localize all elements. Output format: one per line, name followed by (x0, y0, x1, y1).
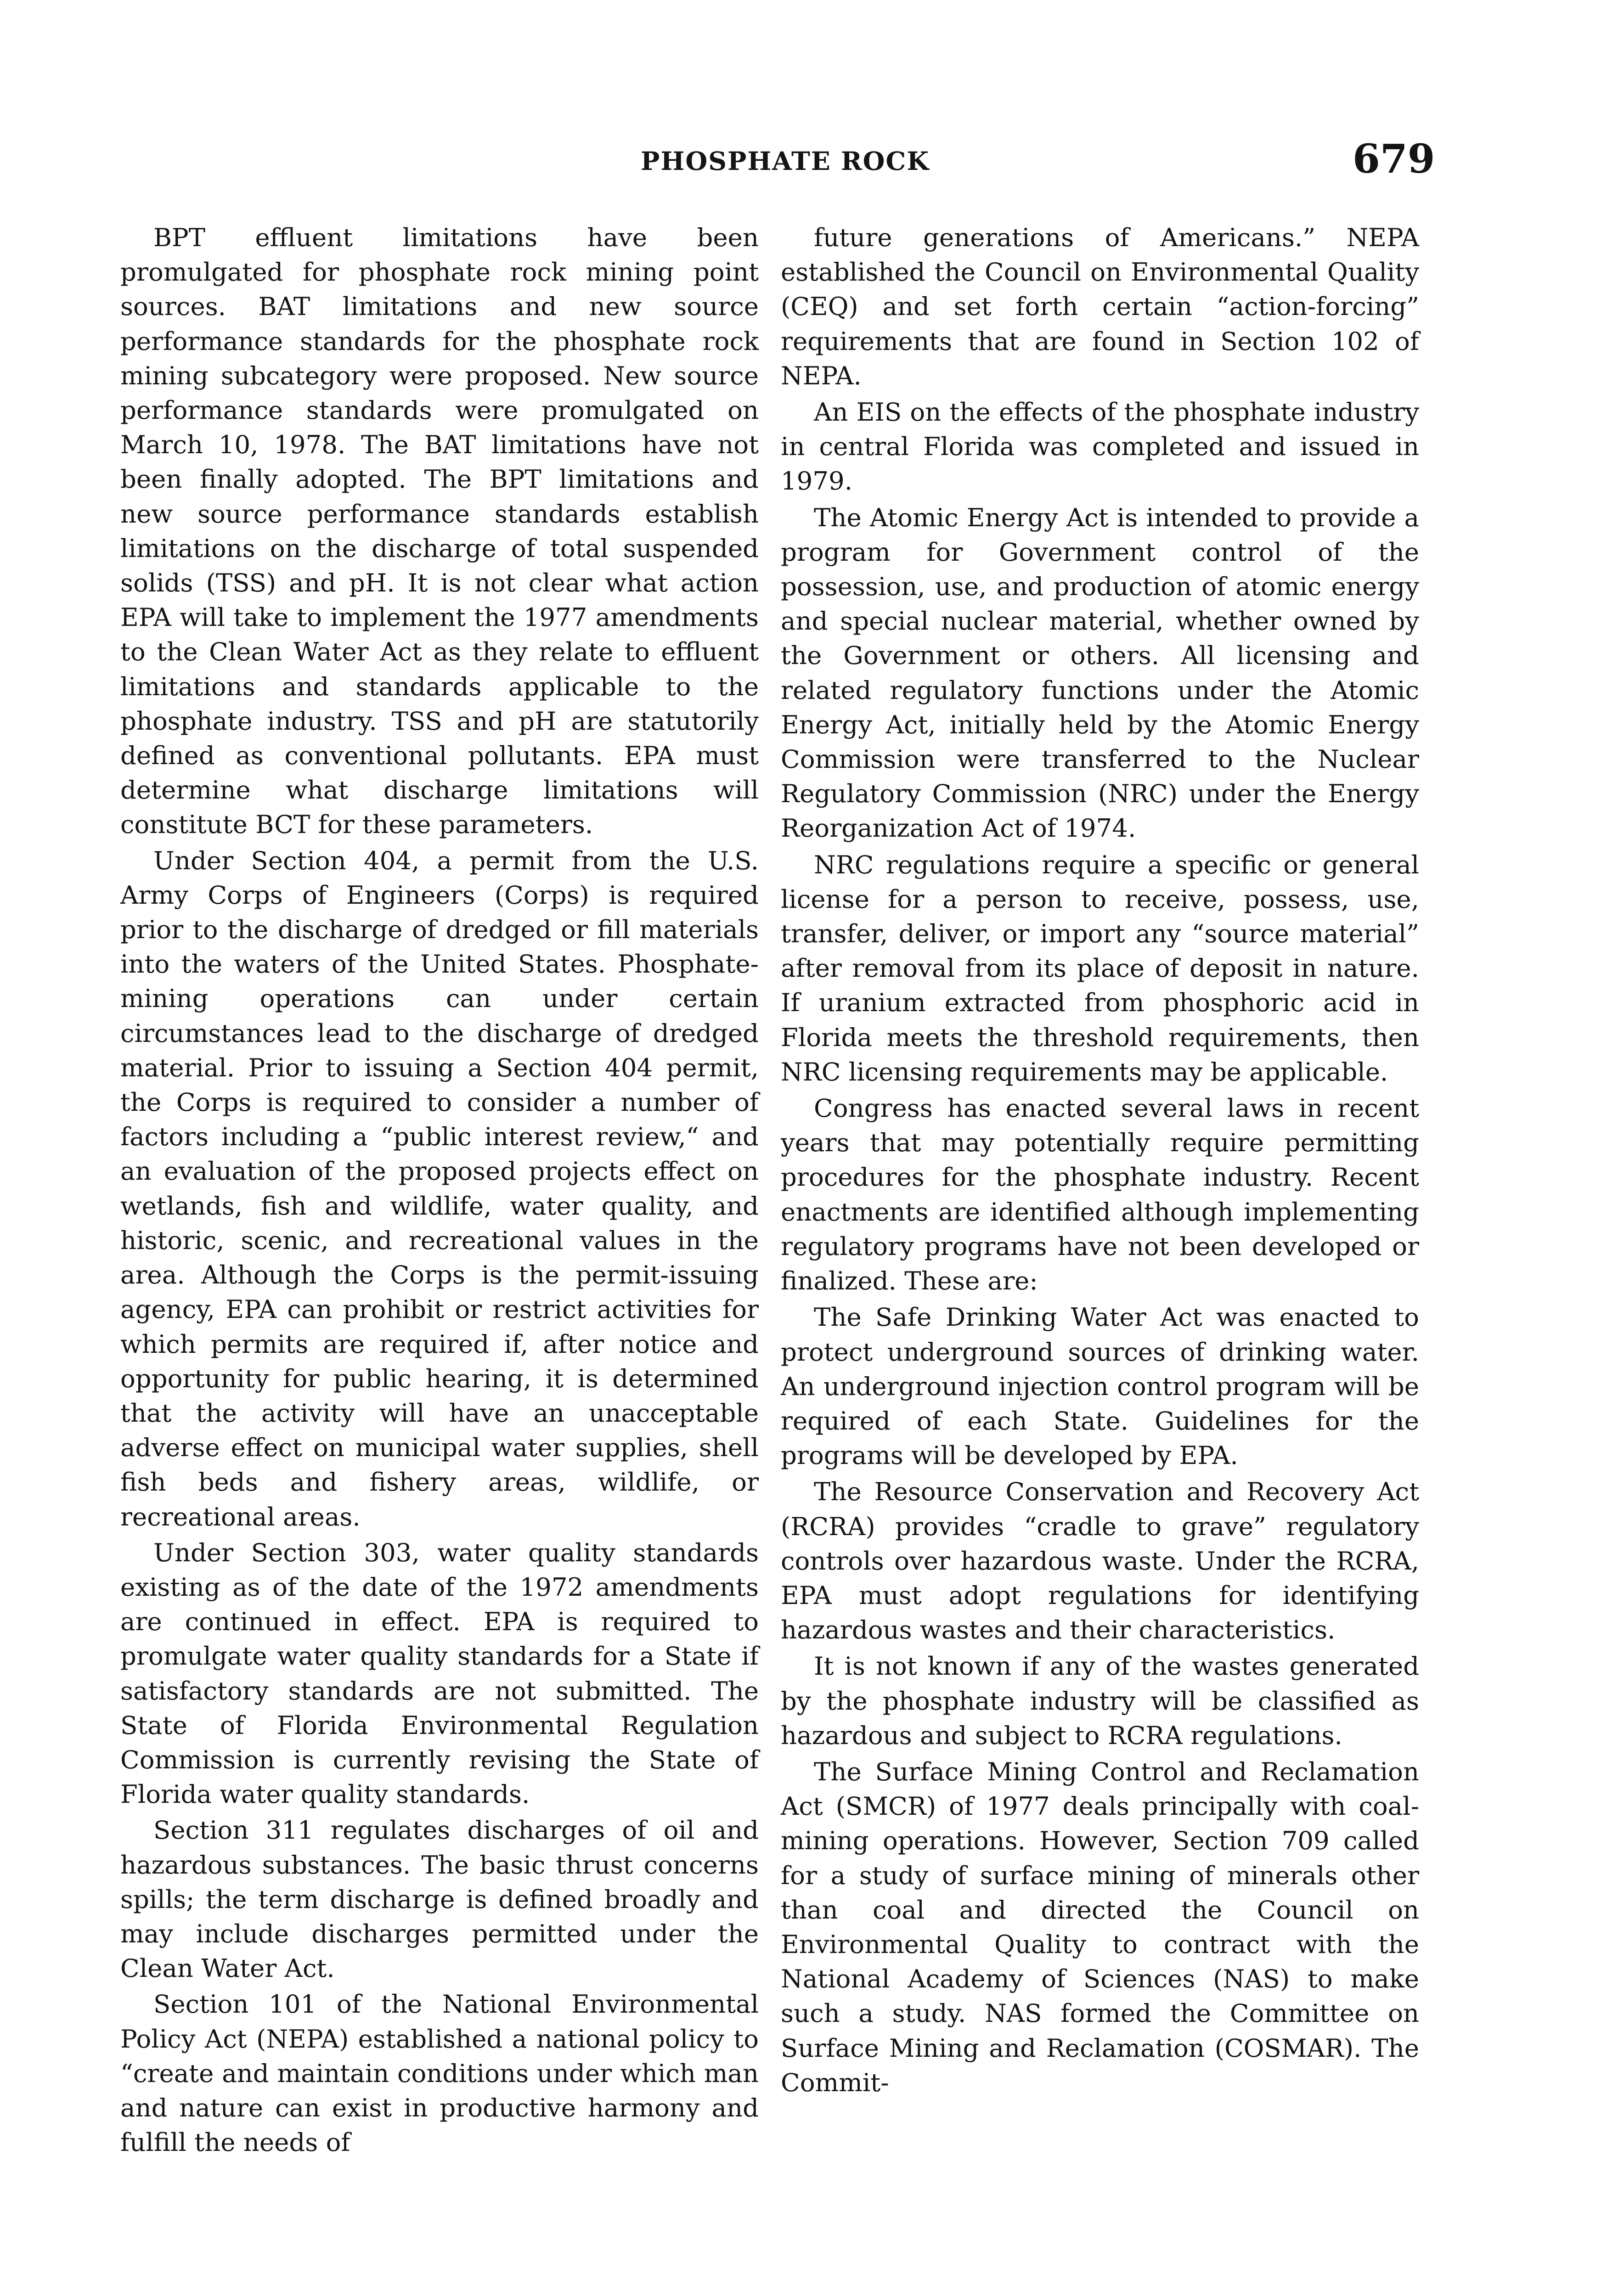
running-title: PHOSPHATE ROCK (641, 146, 930, 176)
paragraph-congress-laws: Congress has enacted several laws in recent years that may potentially require permitting procedures for the phosphate industry. Recent enactments are identified although implementing regulatory programs have not been developed or finalized. These are: (781, 1093, 1419, 1296)
paragraph-nrc-regulations: NRC regulations require a specific or general license for a person to receive, possess, use, transfer, deliver, or import any “source material” after removal from its place of deposit in nature. If uranium extracted from phosphoric acid in Florida meets the threshold requirements, then NRC licensing requirements may be applicable. (781, 850, 1419, 1086)
paragraph-rcra-wastes: It is not known if any of the wastes generated by the phosphate industry will be classified as hazardous and subject to RCRA regulations. (781, 1651, 1419, 1750)
paragraph-section-303: Under Section 303, water quality standards existing as of the date of the 1972 amendments are continued in effect. EPA is required to promulgate water quality standards for a State if satisfactory standards are not submitted. The State of Florida Environmental Regulation Commission is currently revising the State of Florida water quality standards. (120, 1537, 759, 1809)
paragraph-nepa-section-101: Section 101 of the National Environmental Policy Act (NEPA) established a national policy to “create and maintain conditions under which man and nature can exist in productive harmony and fulfill the needs of (120, 1989, 759, 2157)
left-column (120, 220, 759, 2161)
paragraph-bpt-limitations: BPT effluent limitations have been promulgated for phosphate rock mining point sources. BAT limitations and new source performance standards for the phosphate rock mining subcategory were proposed. New source performance standards were promulgated on March 10, 1978. The BAT limitations have not been finally adopted. The BPT limitations and new source performance standards establish limitations on the discharge of total suspended solids (TSS) and pH. It is not clear what action EPA will take to implement the 1977 amendments to the Clean Water Act as they relate to effluent limitations and standards applicable to the phosphate industry. TSS and pH are statutorily defined as conventional pollutants. EPA must determine what discharge limitations will constitute BCT for these parameters. (120, 223, 759, 839)
paragraph-safe-drinking-water-act: The Safe Drinking Water Act was enacted to protect underground sources of drinking water. An underground injection control program will be required of each State. Guidelines for the programs will be developed by EPA. (781, 1302, 1419, 1470)
paragraph-eis: An EIS on the effects of the phosphate industry in central Florida was completed and issued in 1979. (781, 397, 1419, 496)
paragraph-nepa-continued: future generations of Americans.” NEPA established the Council on Environmental Quality (CEQ) and set forth certain “action-forcing” requirements that are found in Section 102 of NEPA. (781, 223, 1419, 390)
paragraph-smcr: The Surface Mining Control and Reclamation Act (SMCR) of 1977 deals principally with coal-mining operations. However, Section 709 called for a study of surface mining of minerals other than coal and directed the Council on Environmental Quality to contract with the National Academy of Sciences (NAS) to make such a study. NAS formed the Committee on Surface Mining and Reclamation (COSMAR). The Commit- (781, 1756, 1419, 2097)
paragraph-section-311: Section 311 regulates discharges of oil and hazardous substances. The basic thrust concerns spills; the term discharge is defined broadly and may include discharges permitted under the Clean Water Act. (120, 1815, 759, 1983)
paragraph-atomic-energy-act: The Atomic Energy Act is intended to provide a program for Government control of the possession, use, and production of atomic energy and special nuclear material, whether owned by the Government or others. All licensing and related regulatory functions under the Atomic Energy Act, initially held by the Atomic Energy Commission were transferred to the Nuclear Regulatory Commission (NRC) under the Energy Reorganization Act of 1974. (781, 502, 1419, 843)
paragraph-rcra: The Resource Conservation and Recovery Act (RCRA) provides “cradle to grave” regulatory controls over hazardous waste. Under the RCRA, EPA must adopt regulations for identifying hazardous wastes and their characteristics. (781, 1477, 1419, 1645)
paragraph-section-404: Under Section 404, a permit from the U.S. Army Corps of Engineers (Corps) is required prior to the discharge of dredged or fill materials into the waters of the United States. Phosphate-mining operations can under certain circumstances lead to the discharge of dredged material. Prior to issuing a Section 404 permit, the Corps is required to consider a number of factors including a “public interest review,“ and an evaluation of the proposed projects effect on wetlands, fish and wildlife, water quality, and historic, scenic, and recreational values in the area. Although the Corps is the permit-issuing agency, EPA can prohibit or restrict activities for which permits are required if, after notice and opportunity for public hearing, it is determined that the activity will have an unacceptable adverse effect on municipal water supplies, shell fish beds and fishery areas, wildlife, or recreational areas. (120, 845, 759, 1531)
right-column (781, 220, 1419, 2102)
page-number: 679 (1353, 136, 1435, 182)
